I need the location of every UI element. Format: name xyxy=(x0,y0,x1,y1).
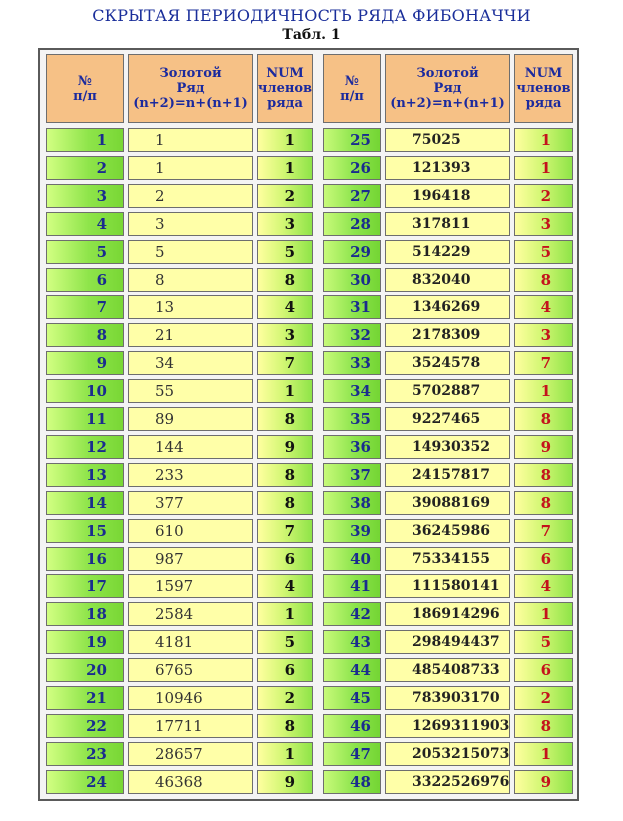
row-golden-value-2: 317811 xyxy=(385,212,510,236)
row-index: 18 xyxy=(46,602,124,626)
row-index: 23 xyxy=(46,742,124,766)
row-golden-value: 2 xyxy=(128,184,253,208)
row-num-2: 8 xyxy=(514,407,573,431)
row-golden-value-2: 111580141 xyxy=(385,574,510,598)
row-golden-value-2: 832040 xyxy=(385,268,510,292)
row-index-2: 30 xyxy=(323,268,381,292)
row-index-2: 33 xyxy=(323,351,381,375)
row-index-2: 34 xyxy=(323,379,381,403)
row-num: 6 xyxy=(257,547,313,571)
row-golden-value: 987 xyxy=(128,547,253,571)
row-index-2: 45 xyxy=(323,686,381,710)
row-index: 14 xyxy=(46,491,124,515)
row-index: 8 xyxy=(46,323,124,347)
row-golden-value-2: 5702887 xyxy=(385,379,510,403)
row-index-2: 31 xyxy=(323,295,381,319)
row-golden-value-2: 1269311903 xyxy=(385,714,510,738)
header-index-2 xyxy=(323,54,381,123)
row-num: 7 xyxy=(257,351,313,375)
row-num-2: 5 xyxy=(514,240,573,264)
row-num-2: 8 xyxy=(514,714,573,738)
header-golden-2-line-3: (n+2)=n+(n+1) xyxy=(390,96,505,111)
row-num-2: 1 xyxy=(514,156,573,180)
row-index: 2 xyxy=(46,156,124,180)
row-golden-value: 89 xyxy=(128,407,253,431)
row-num: 2 xyxy=(257,686,313,710)
row-num: 1 xyxy=(257,742,313,766)
row-index-2: 47 xyxy=(323,742,381,766)
row-golden-value: 55 xyxy=(128,379,253,403)
row-golden-value: 8 xyxy=(128,268,253,292)
row-num: 5 xyxy=(257,630,313,654)
row-index-2: 42 xyxy=(323,602,381,626)
row-index-2: 28 xyxy=(323,212,381,236)
row-num-2: 7 xyxy=(514,351,573,375)
row-num-2: 9 xyxy=(514,770,573,794)
row-index-2: 37 xyxy=(323,463,381,487)
row-index: 24 xyxy=(46,770,124,794)
row-golden-value-2: 39088169 xyxy=(385,491,510,515)
row-num: 3 xyxy=(257,212,313,236)
row-index: 5 xyxy=(46,240,124,264)
row-index: 17 xyxy=(46,574,124,598)
row-num: 1 xyxy=(257,379,313,403)
row-index-2: 32 xyxy=(323,323,381,347)
row-index: 3 xyxy=(46,184,124,208)
fibonacci-table xyxy=(38,48,579,801)
row-num-2: 8 xyxy=(514,463,573,487)
row-num: 6 xyxy=(257,658,313,682)
row-golden-value: 610 xyxy=(128,519,253,543)
row-golden-value: 5 xyxy=(128,240,253,264)
page-title: СКРЫТАЯ ПЕРИОДИЧНОСТЬ РЯДА ФИБОНАЧЧИ xyxy=(92,6,531,25)
row-golden-value-2: 485408733 xyxy=(385,658,510,682)
row-index: 4 xyxy=(46,212,124,236)
row-index-2: 44 xyxy=(323,658,381,682)
row-num: 9 xyxy=(257,435,313,459)
row-index-2: 40 xyxy=(323,547,381,571)
row-num-2: 8 xyxy=(514,491,573,515)
row-index: 1 xyxy=(46,128,124,152)
header-index-line-1: № xyxy=(77,73,93,89)
row-golden-value-2: 36245986 xyxy=(385,519,510,543)
header-num-line-1: NUM xyxy=(266,66,304,81)
header-golden xyxy=(128,54,253,123)
header-golden-line-3: (n+2)=n+(n+1) xyxy=(133,96,248,111)
row-num-2: 1 xyxy=(514,602,573,626)
row-index: 7 xyxy=(46,295,124,319)
row-num-2: 7 xyxy=(514,519,573,543)
row-golden-value-2: 75025 xyxy=(385,128,510,152)
row-golden-value-2: 2178309 xyxy=(385,323,510,347)
row-golden-value: 3 xyxy=(128,212,253,236)
row-index: 22 xyxy=(46,714,124,738)
row-golden-value: 1 xyxy=(128,128,253,152)
row-golden-value-2: 783903170 xyxy=(385,686,510,710)
row-num: 1 xyxy=(257,156,313,180)
row-index-2: 46 xyxy=(323,714,381,738)
row-index-2: 48 xyxy=(323,770,381,794)
header-index-line-2: п/п xyxy=(73,88,97,104)
row-num: 9 xyxy=(257,770,313,794)
row-num: 4 xyxy=(257,295,313,319)
row-golden-value-2: 1346269 xyxy=(385,295,510,319)
row-index-2: 26 xyxy=(323,156,381,180)
row-golden-value: 4181 xyxy=(128,630,253,654)
row-golden-value: 34 xyxy=(128,351,253,375)
row-num: 5 xyxy=(257,240,313,264)
header-index-2-line-1: № xyxy=(344,73,360,89)
row-golden-value: 10946 xyxy=(128,686,253,710)
row-index: 9 xyxy=(46,351,124,375)
row-index-2: 39 xyxy=(323,519,381,543)
row-index: 11 xyxy=(46,407,124,431)
row-num-2: 5 xyxy=(514,630,573,654)
row-golden-value-2: 196418 xyxy=(385,184,510,208)
row-golden-value-2: 121393 xyxy=(385,156,510,180)
row-num: 8 xyxy=(257,491,313,515)
row-golden-value-2: 298494437 xyxy=(385,630,510,654)
header-index-2-line-2: п/п xyxy=(340,88,364,104)
header-num-2-line-1: NUM xyxy=(524,66,563,81)
header-num-2 xyxy=(514,54,573,123)
row-index: 10 xyxy=(46,379,124,403)
row-num-2: 9 xyxy=(514,435,573,459)
header-golden-2-line-2: Ряд xyxy=(433,81,462,96)
row-index-2: 27 xyxy=(323,184,381,208)
row-num-2: 6 xyxy=(514,658,573,682)
row-index: 21 xyxy=(46,686,124,710)
row-num-2: 6 xyxy=(514,547,573,571)
header-golden-2 xyxy=(385,54,510,123)
row-index-2: 25 xyxy=(323,128,381,152)
row-num-2: 3 xyxy=(514,212,573,236)
row-index: 6 xyxy=(46,268,124,292)
row-num: 2 xyxy=(257,184,313,208)
row-golden-value: 233 xyxy=(128,463,253,487)
row-num-2: 8 xyxy=(514,268,573,292)
row-num-2: 3 xyxy=(514,323,573,347)
row-num: 1 xyxy=(257,128,313,152)
row-golden-value: 2584 xyxy=(128,602,253,626)
row-golden-value-2: 3322526976 xyxy=(385,770,510,794)
row-index: 16 xyxy=(46,547,124,571)
row-index-2: 43 xyxy=(323,630,381,654)
header-num-2-line-2: членов xyxy=(516,81,571,96)
row-golden-value: 28657 xyxy=(128,742,253,766)
row-index-2: 29 xyxy=(323,240,381,264)
row-index-2: 38 xyxy=(323,491,381,515)
header-golden-line-2: Ряд xyxy=(176,81,205,96)
row-num: 8 xyxy=(257,714,313,738)
row-golden-value: 377 xyxy=(128,491,253,515)
row-golden-value-2: 24157817 xyxy=(385,463,510,487)
header-num-2-line-3: ряда xyxy=(525,96,562,111)
row-num-2: 1 xyxy=(514,128,573,152)
row-golden-value: 6765 xyxy=(128,658,253,682)
row-num-2: 2 xyxy=(514,686,573,710)
table-caption: Табл. 1 xyxy=(282,27,341,43)
row-index: 19 xyxy=(46,630,124,654)
row-golden-value: 13 xyxy=(128,295,253,319)
row-index-2: 41 xyxy=(323,574,381,598)
row-golden-value-2: 9227465 xyxy=(385,407,510,431)
row-num-2: 4 xyxy=(514,295,573,319)
row-index-2: 36 xyxy=(323,435,381,459)
row-index: 12 xyxy=(46,435,124,459)
row-index: 13 xyxy=(46,463,124,487)
header-num-line-3: ряда xyxy=(267,96,303,111)
row-golden-value-2: 75334155 xyxy=(385,547,510,571)
row-num-2: 4 xyxy=(514,574,573,598)
row-golden-value: 46368 xyxy=(128,770,253,794)
row-num: 8 xyxy=(257,407,313,431)
row-golden-value-2: 514229 xyxy=(385,240,510,264)
row-num: 8 xyxy=(257,268,313,292)
row-index-2: 35 xyxy=(323,407,381,431)
header-golden-2-line-1: Золотой xyxy=(416,66,479,81)
row-golden-value-2: 3524578 xyxy=(385,351,510,375)
row-index: 20 xyxy=(46,658,124,682)
header-num xyxy=(257,54,313,123)
row-golden-value: 17711 xyxy=(128,714,253,738)
row-golden-value: 1 xyxy=(128,156,253,180)
row-golden-value: 1597 xyxy=(128,574,253,598)
header-index xyxy=(46,54,124,123)
row-num: 7 xyxy=(257,519,313,543)
row-num: 3 xyxy=(257,323,313,347)
row-num: 1 xyxy=(257,602,313,626)
header-golden-line-1: Золотой xyxy=(159,66,222,81)
row-golden-value-2: 2053215073 xyxy=(385,742,510,766)
row-golden-value-2: 14930352 xyxy=(385,435,510,459)
header-num-line-2: членов xyxy=(257,81,313,96)
row-num: 8 xyxy=(257,463,313,487)
row-num-2: 1 xyxy=(514,742,573,766)
row-golden-value: 21 xyxy=(128,323,253,347)
row-num-2: 1 xyxy=(514,379,573,403)
row-num-2: 2 xyxy=(514,184,573,208)
row-golden-value: 144 xyxy=(128,435,253,459)
row-index: 15 xyxy=(46,519,124,543)
row-num: 4 xyxy=(257,574,313,598)
row-golden-value-2: 186914296 xyxy=(385,602,510,626)
